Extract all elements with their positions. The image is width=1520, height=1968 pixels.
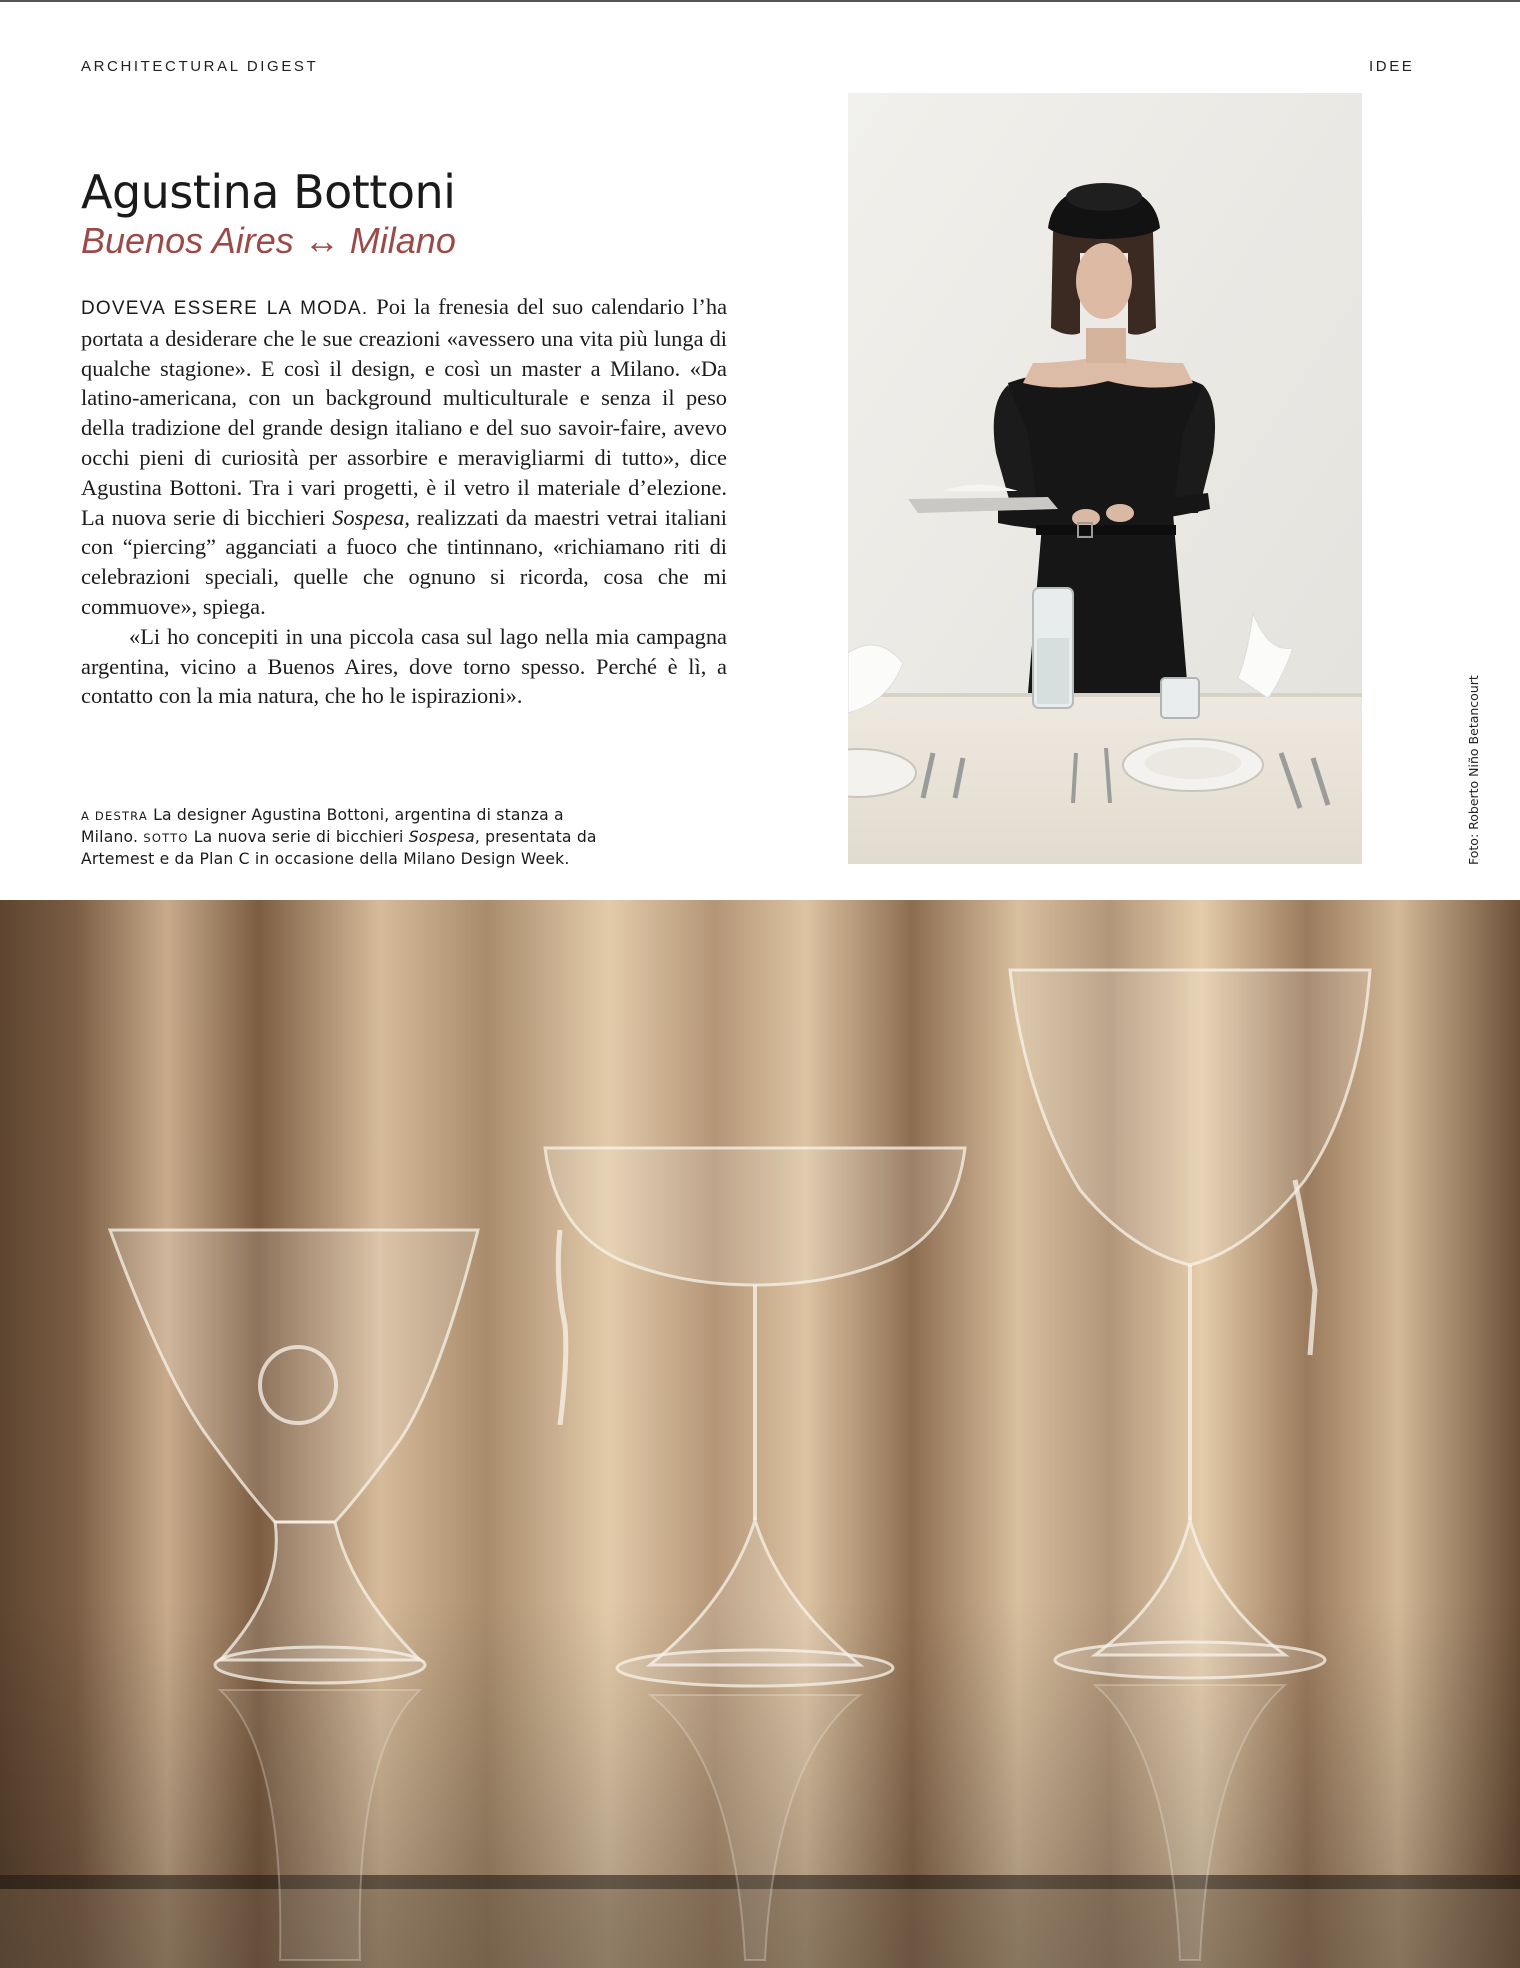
photo-caption [81,805,621,870]
glassware-photo [0,900,1520,1968]
product-name: Sospesa [332,504,405,530]
paragraph-1-text-b: , realizzati da maestri vetrai italiani con “piercing” agganciati a fuoco che tintinnano, «richiamano riti di celebrazioni speciali, quelle che ognuno si ricorda, cosa che mi commuove», spiega. [81,504,727,619]
caption-text-2a: La nuova serie di bicchieri [188,828,409,846]
paragraph-2: «Li ho concepiti in una piccola casa sul lago nella mia campagna argentina, vicino a Buenos Aires, dove torno spesso. Perché è lì, a contatto con la mia natura, che ho le ispirazioni». [81,623,727,709]
designer-portrait-photo [848,93,1362,864]
caption-text-1: La designer Agustina Bottoni, argentina di stanza a Milano. [81,806,564,846]
paragraph-1 [81,292,727,622]
section-name: IDEE [1369,58,1415,75]
article-body [81,292,727,711]
lead-in: DOVEVA ESSERE LA MODA. [81,298,369,319]
caption-text-2b: , presentata da Artemest e da Plan C in occasione della Milano Design Week. [81,828,597,868]
caption-label-right: A DESTRA [81,809,148,823]
article-title: Agustina Bottoni [81,165,456,219]
publication-name: ARCHITECTURAL DIGEST [81,58,319,75]
caption-product-name: Sospesa [408,828,475,846]
article-subtitle: Buenos Aires ↔ Milano [81,220,456,261]
paragraph-1-text-a: Poi la frenesia del suo calendario l’ha portata a desiderare che le sue creazioni «avessero una vita più lunga di qualche stagione». E così il design, e così un master a Milano. «Da latino-americana, con un background multiculturale e senza il peso della tradizione del grande design italiano e del suo savoir-faire, avevo occhi pieni di curiosità per assorbire e meravigliarmi di tutto», dice Agustina Bottoni. Tra i vari progetti, è il vetro il materiale d’elezione. La nuova serie di bicchieri [81,294,728,530]
photo-credit: Foto: Roberto Niño Betancourt [1466,675,1481,865]
caption-label-below: SOTTO [143,831,189,845]
top-rule [0,0,1520,2]
portrait-illustration [848,93,1362,864]
glassware-illustration [0,900,1520,1968]
